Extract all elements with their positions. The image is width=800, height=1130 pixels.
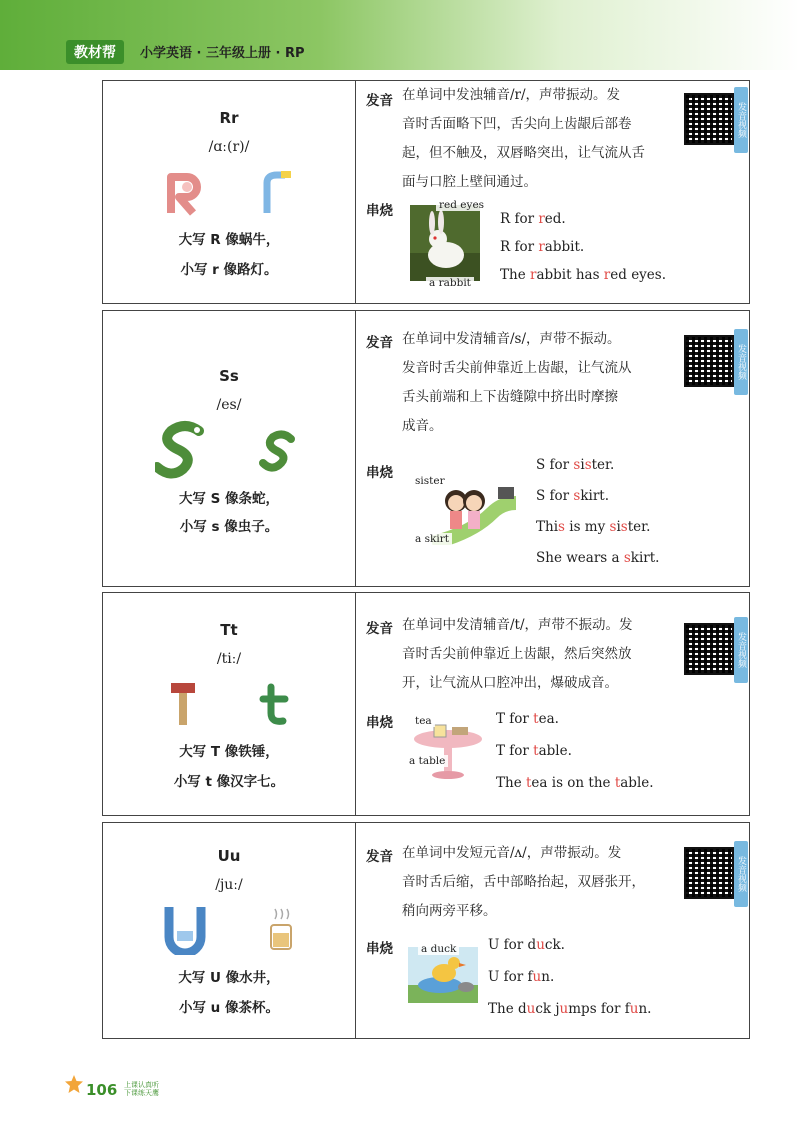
slogan-line: 下课练天鹰 (124, 1089, 159, 1097)
rabbit-picture (410, 205, 480, 281)
highlight-letter: r (529, 267, 537, 283)
example-sentence (496, 743, 572, 759)
desc-line: 舌头前端和上下齿缝隙中挤出时摩擦 (402, 389, 618, 405)
desc-line: 稍向两旁平移。 (402, 903, 497, 919)
qr-code[interactable] (684, 335, 734, 387)
desc-line: 成音。 (402, 418, 443, 434)
chain-label: 串烧 (366, 203, 393, 219)
example-sentence (496, 711, 559, 727)
highlight-letter: s (620, 519, 628, 535)
picture-label: a rabbit (426, 277, 474, 289)
letter-title: Ss (219, 367, 239, 385)
desc-line: 音时舌尖前伸靠近上齿龈，然后突然放 (402, 646, 632, 662)
sentence-text: abbit has (536, 267, 604, 283)
pronunciation-panel (356, 593, 749, 815)
pronounce-label: 发音 (366, 335, 393, 351)
qr-code[interactable] (684, 623, 734, 675)
sentence-text: ed. (544, 211, 566, 227)
pronunciation-panel (356, 311, 749, 586)
well-u-illustration (163, 903, 303, 955)
highlight-letter: u (559, 1001, 569, 1017)
desc-line: 面与口腔上壁间通过。 (402, 174, 537, 190)
sentence-text: T for (496, 743, 534, 759)
desc-line: 在单词中发清辅音/s/，声带不振动。 (402, 331, 621, 347)
uppercase-caption: 大写 T 像铁锤， (179, 744, 279, 760)
highlight-letter: u (532, 969, 542, 985)
highlight-letter: t (533, 711, 539, 727)
highlight-letter: t (525, 775, 532, 791)
letter-panel (103, 823, 356, 1038)
picture-label: sister (412, 475, 448, 487)
desc-line: 起，但不触及，双唇略突出，让气流从舌 (402, 145, 645, 161)
sentence-text: R for (500, 239, 539, 255)
snail-r-illustration (163, 169, 303, 217)
highlight-letter: s (573, 488, 581, 504)
slogan-line: 上课认真听 (124, 1081, 159, 1089)
picture-label: a table (406, 755, 448, 767)
desc-line: 音时舌面略下凹，舌尖向上齿龈后部卷 (402, 116, 632, 132)
example-sentence (536, 488, 609, 504)
example-sentence (536, 550, 659, 566)
highlight-letter: u (536, 937, 545, 953)
sentence-text: ter. (627, 519, 651, 535)
page-number: 106 (86, 1081, 118, 1099)
pronounce-description (402, 839, 672, 926)
example-sentence (496, 775, 654, 791)
example-sentence (536, 519, 650, 535)
example-sentence (488, 937, 565, 953)
highlight-letter: s (558, 519, 565, 535)
qr-code[interactable] (684, 93, 734, 145)
sentence-text: ea is on the (531, 775, 615, 791)
book-title: 小学英语 · 三年级上册 · RP (140, 46, 305, 61)
sentence-text: S for (536, 488, 574, 504)
lowercase-caption: 小写 u 像茶杯。 (178, 1000, 279, 1016)
pronounce-description (402, 81, 672, 197)
highlight-letter: u (526, 1001, 536, 1017)
example-sentence (500, 211, 566, 227)
chain-label: 串烧 (366, 465, 393, 481)
uppercase-caption: 大写 R 像蜗牛， (178, 232, 280, 248)
sentence-text: T for (496, 711, 534, 727)
uppercase-caption: 大写 U 像水井， (178, 970, 280, 986)
lowercase-caption: 小写 s 像虫子。 (179, 519, 279, 535)
sentence-text: Thi (536, 519, 559, 535)
letter-card-s (102, 310, 750, 587)
highlight-letter: s (623, 550, 631, 566)
sentence-text: The (500, 267, 530, 283)
highlight-letter: s (609, 519, 617, 535)
sentence-text: U for d (488, 937, 537, 953)
footer-slogan (124, 1081, 159, 1097)
sentence-text: is my (564, 519, 610, 535)
sentence-text: kirt. (630, 550, 660, 566)
qr-code[interactable] (684, 847, 734, 899)
qr-video-tab[interactable]: 发音视频 (734, 841, 748, 907)
pronounce-description (402, 325, 672, 441)
hammer-t-illustration (167, 679, 297, 727)
sentence-text: ter. (591, 457, 615, 473)
highlight-letter: s (573, 457, 581, 473)
chain-label: 串烧 (366, 715, 393, 731)
letter-panel (103, 81, 356, 303)
letter-ipa: /juː/ (215, 877, 243, 893)
sentence-text: i (580, 457, 585, 473)
picture-label: tea (412, 715, 435, 727)
letter-card-t (102, 592, 750, 816)
sentence-text: n. (541, 969, 555, 985)
picture-label: a skirt (412, 533, 452, 545)
highlight-letter: u (629, 1001, 639, 1017)
snake-s-illustration (155, 419, 305, 479)
lowercase-caption: 小写 t 像汉字七。 (173, 774, 285, 790)
chain-label: 串烧 (366, 941, 393, 957)
pronounce-label: 发音 (366, 849, 393, 865)
letter-title: Rr (219, 109, 239, 127)
desc-line: 在单词中发短元音/ʌ/，声带振动。发 (402, 845, 622, 861)
uppercase-caption: 大写 S 像条蛇， (178, 491, 280, 507)
duck-picture (408, 947, 478, 1003)
sentence-text: She wears a (536, 550, 624, 566)
example-sentence (500, 239, 584, 255)
qr-video-tab[interactable]: 发音视频 (734, 87, 748, 153)
letter-panel (103, 311, 356, 586)
example-sentence (488, 969, 554, 985)
sentence-text: S for (536, 457, 574, 473)
picture-label: red eyes (436, 199, 487, 211)
highlight-letter: t (614, 775, 621, 791)
pronounce-description (402, 611, 672, 698)
sentence-text: abbit. (544, 239, 585, 255)
sentence-text: R for (500, 211, 539, 227)
sentence-text: mps for f (568, 1001, 630, 1017)
pronunciation-panel (356, 823, 749, 1038)
sentence-text: The (496, 775, 526, 791)
highlight-letter: r (538, 239, 545, 255)
sentence-text: ck j (535, 1001, 560, 1017)
brand-badge: 教材帮 (66, 40, 124, 64)
highlight-letter: r (538, 211, 545, 227)
sentence-text: U for f (488, 969, 533, 985)
sentence-text: able. (538, 743, 572, 759)
lowercase-caption: 小写 r 像路灯。 (180, 262, 278, 278)
desc-line: 音时舌后缩，舌中部略抬起，双唇张开， (402, 874, 645, 890)
desc-line: 发音时舌尖前伸靠近上齿龈，让气流从 (402, 360, 632, 376)
letter-card-r (102, 80, 750, 304)
sentence-text: ed eyes. (610, 267, 667, 283)
example-sentence (488, 1001, 651, 1017)
example-sentence (536, 457, 614, 473)
sentence-text: n. (638, 1001, 652, 1017)
pronounce-label: 发音 (366, 93, 393, 109)
qr-video-tab[interactable]: 发音视频 (734, 617, 748, 683)
desc-line: 开，让气流从口腔冲出，爆破成音。 (402, 675, 618, 691)
letter-title: Tt (220, 621, 238, 639)
sentence-text: kirt. (580, 488, 610, 504)
letter-ipa: /ɑː(r)/ (208, 139, 250, 155)
qr-video-tab[interactable]: 发音视频 (734, 329, 748, 395)
sentence-text: The d (488, 1001, 527, 1017)
pronunciation-panel (356, 81, 749, 303)
sentence-text: ea. (538, 711, 559, 727)
example-sentence (500, 267, 666, 283)
letter-panel (103, 593, 356, 815)
highlight-letter: r (603, 267, 611, 283)
sentence-text: able. (620, 775, 654, 791)
letter-card-u (102, 822, 750, 1039)
pronounce-label: 发音 (366, 621, 393, 637)
sentence-text: i (616, 519, 621, 535)
desc-line: 在单词中发清辅音/t/，声带不振动。发 (402, 617, 633, 633)
letter-ipa: /tiː/ (216, 651, 242, 667)
star-mascot-icon (64, 1074, 84, 1094)
desc-line: 在单词中发浊辅音/r/，声带振动。发 (402, 87, 621, 103)
highlight-letter: s (584, 457, 592, 473)
sentence-text: ck. (544, 937, 565, 953)
letter-ipa: /es/ (216, 397, 242, 413)
highlight-letter: t (533, 743, 539, 759)
picture-label: a duck (418, 943, 459, 955)
letter-title: Uu (217, 847, 241, 865)
